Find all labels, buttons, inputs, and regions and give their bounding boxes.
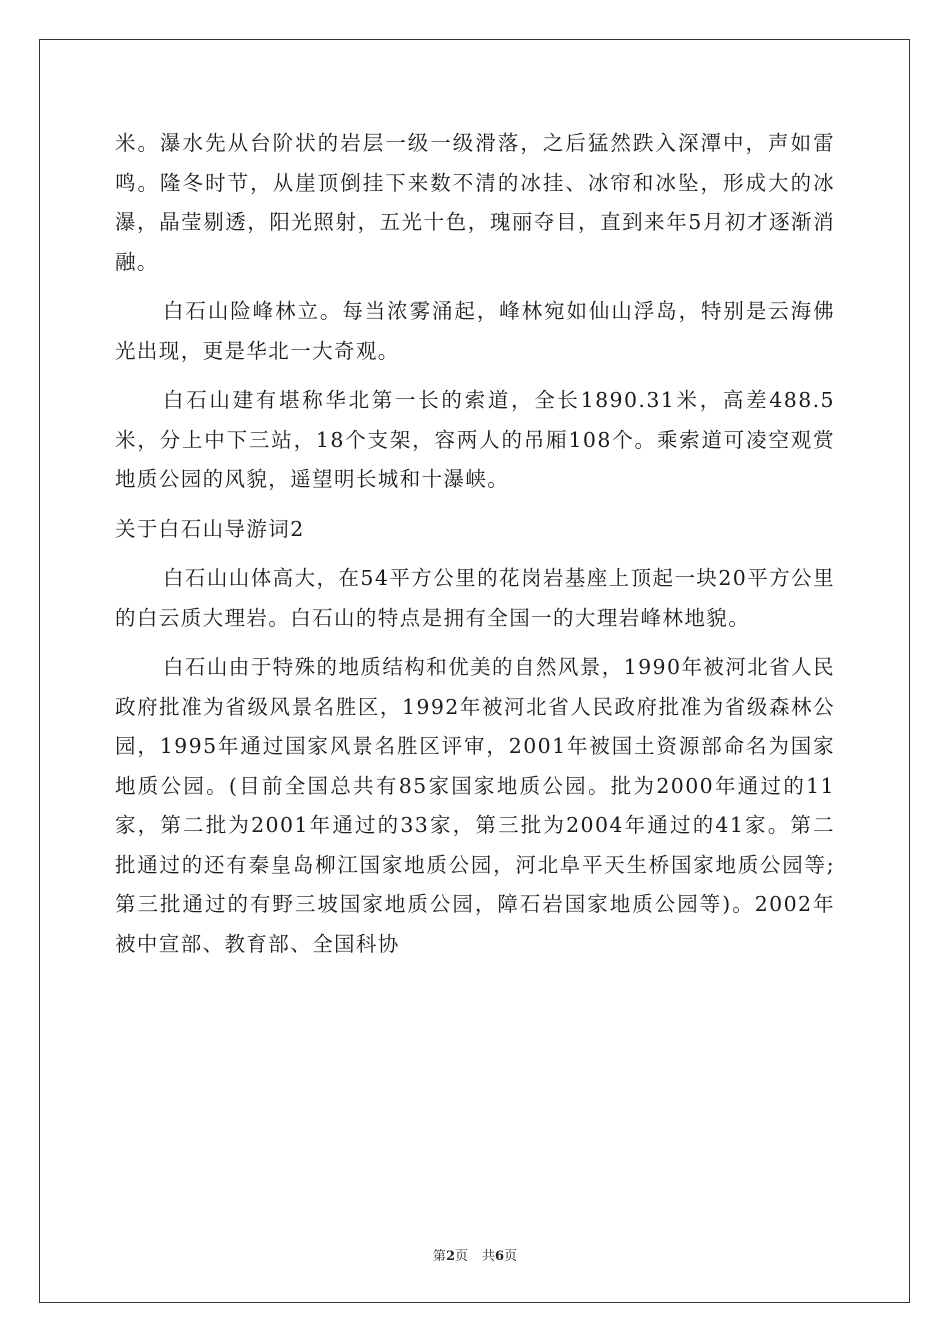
- paragraph-peaks: 白石山险峰林立。每当浓雾涌起，峰林宛如仙山浮岛，特别是云海佛光出现，更是华北一大奇观。: [115, 299, 835, 363]
- page-current: 2: [445, 1249, 455, 1264]
- total-suffix: 页: [504, 1249, 518, 1264]
- page-footer: [0, 1245, 950, 1264]
- page-prefix: 第: [432, 1249, 446, 1264]
- document-body: [115, 124, 835, 974]
- paragraph-cableway: 白石山建有堪称华北第一长的索道，全长1890.31米，高差488.5米，分上中下三站，18个支架，容两人的吊厢108个。乘索道可凌空观赏地质公园的风貌，遥望明长城和十瀑峡。: [115, 388, 835, 491]
- page-suffix: 页: [454, 1249, 468, 1264]
- total-prefix: 共: [482, 1249, 496, 1264]
- paragraph-waterfall: 米。瀑水先从台阶状的岩层一级一级滑落，之后猛然跌入深潭中，声如雷鸣。隆冬时节，从崖顶倒挂下来数不清的冰挂、冰帘和冰坠，形成大的冰瀑，晶莹剔透，阳光照射，五光十色，瑰丽夺目，直到来年5月初才逐渐消融。: [115, 131, 835, 274]
- paragraph-history: 白石山由于特殊的地质结构和优美的自然风景，1990年被河北省人民政府批准为省级风景名胜区，1992年被河北省人民政府批准为省级森林公园，1995年通过国家风景名胜区评审，2001年被国土资源部命名为国家地质公园。(目前全国总共有85家国家地质公园。批为2000年通过的11家，第二批为2001年通过的33家，第三批为2004年通过的41家。第二批通过的还有秦皇岛柳江国家地质公园，河北阜平天生桥国家地质公园等;第三批通过的有野三坡国家地质公园，障石岩国家地质公园等)。2002年被中宣部、教育部、全国科协: [115, 655, 835, 956]
- section-heading: 关于白石山导游词2: [115, 516, 305, 541]
- page-total: 6: [495, 1249, 505, 1264]
- paragraph-mountain-body: 白石山山体高大，在54平方公里的花岗岩基座上顶起一块20平方公里的白云质大理岩。白石山的特点是拥有全国一的大理岩峰林地貌。: [115, 566, 835, 630]
